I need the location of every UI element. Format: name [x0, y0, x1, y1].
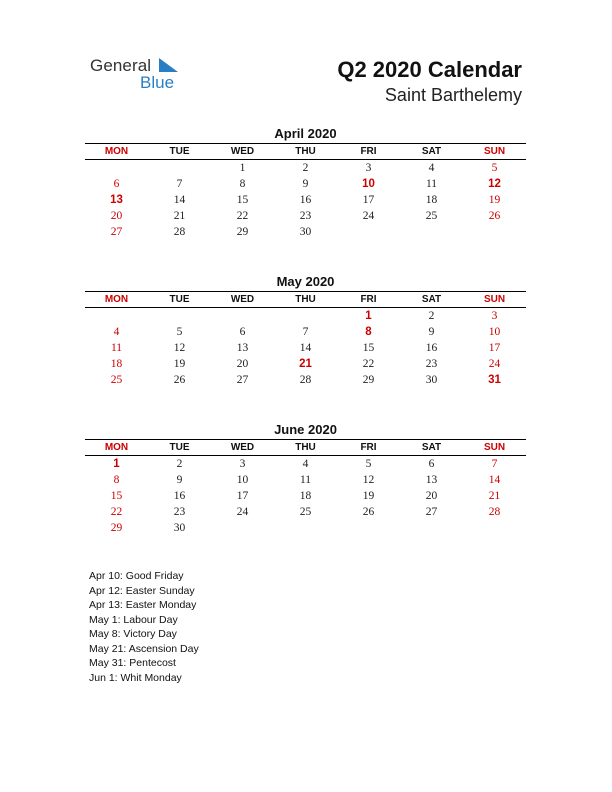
- day-cell: [274, 520, 337, 536]
- day-cell: 17: [488, 342, 501, 354]
- month-title: June 2020: [274, 422, 337, 437]
- day-cell: 11: [425, 178, 438, 190]
- day-cell: [85, 308, 148, 324]
- day-cell: 20: [425, 490, 438, 502]
- week-row: [85, 456, 526, 472]
- day-cell: 2: [302, 162, 309, 174]
- day-cell: 6: [113, 178, 120, 190]
- holiday-item: Apr 12: Easter Sunday: [89, 584, 195, 597]
- day-cell: 28: [488, 506, 501, 518]
- weekday-label: SUN: [483, 146, 506, 157]
- day-cell: 3: [491, 310, 498, 322]
- month-grid: [85, 308, 526, 388]
- day-cell: 27: [236, 374, 249, 386]
- week-row: [85, 356, 526, 372]
- day-cell: 30: [173, 522, 186, 534]
- weekday-header: [85, 291, 526, 308]
- day-cell: 24: [236, 506, 249, 518]
- week-row: [85, 176, 526, 192]
- day-cell: 10: [362, 178, 375, 190]
- month-april: [85, 125, 526, 240]
- day-cell: 10: [488, 326, 501, 338]
- week-row: [85, 160, 526, 176]
- weekday-label: SAT: [421, 294, 442, 305]
- day-cell: 7: [491, 458, 498, 470]
- day-cell: 9: [176, 474, 183, 486]
- day-cell: 8: [239, 178, 246, 190]
- day-cell: 29: [362, 374, 375, 386]
- holiday-item: May 1: Labour Day: [89, 613, 178, 626]
- day-cell: [400, 224, 463, 240]
- day-cell: 16: [173, 490, 186, 502]
- holiday-item: Apr 10: Good Friday: [89, 570, 184, 582]
- day-cell: 12: [173, 342, 186, 354]
- day-cell: 2: [176, 458, 183, 470]
- day-cell: 7: [176, 178, 183, 190]
- day-cell: 1: [113, 458, 120, 470]
- weekday-label: SUN: [483, 442, 506, 453]
- day-cell: 11: [299, 474, 312, 486]
- day-cell: 28: [299, 374, 312, 386]
- day-cell: 1: [239, 162, 246, 174]
- weekday-label: MON: [104, 146, 129, 157]
- weekday-label: SAT: [421, 442, 442, 453]
- day-cell: 4: [428, 162, 435, 174]
- holiday-item: May 31: Pentecost: [89, 657, 176, 669]
- page-title: Q2 2020 Calendar: [337, 57, 522, 82]
- weekday-label: WED: [230, 294, 255, 305]
- day-cell: [400, 520, 463, 536]
- weekday-label: FRI: [360, 146, 377, 157]
- logo-flag-icon: [159, 58, 179, 74]
- day-cell: 14: [299, 342, 312, 354]
- day-cell: 23: [299, 210, 312, 222]
- month-may: [85, 273, 526, 388]
- month-title: April 2020: [274, 126, 337, 141]
- month-title: May 2020: [276, 274, 335, 289]
- day-cell: 22: [236, 210, 249, 222]
- day-cell: 15: [110, 490, 123, 502]
- day-cell: 29: [110, 522, 123, 534]
- holiday-item: May 8: Victory Day: [89, 628, 177, 640]
- day-cell: 23: [173, 506, 186, 518]
- day-cell: 21: [299, 358, 312, 370]
- day-cell: 13: [110, 194, 123, 206]
- day-cell: 6: [428, 458, 435, 470]
- week-row: [85, 308, 526, 324]
- month-grid: [85, 456, 526, 536]
- page-subtitle: Saint Barthelemy: [384, 85, 522, 105]
- day-cell: 11: [110, 342, 123, 354]
- weekday-label: FRI: [360, 294, 377, 305]
- month-june: [85, 421, 526, 536]
- day-cell: [85, 160, 148, 176]
- weekday-label: MON: [104, 442, 129, 453]
- holiday-item: Jun 1: Whit Monday: [89, 671, 182, 684]
- day-cell: [148, 160, 211, 176]
- day-cell: 19: [173, 358, 186, 370]
- day-cell: 30: [299, 226, 312, 238]
- day-cell: 23: [425, 358, 438, 370]
- weekday-label: THU: [295, 294, 316, 305]
- day-cell: 16: [425, 342, 438, 354]
- week-row: [85, 472, 526, 488]
- day-cell: 14: [488, 474, 501, 486]
- day-cell: 18: [110, 358, 123, 370]
- day-cell: [463, 520, 526, 536]
- day-cell: 22: [362, 358, 375, 370]
- day-cell: 10: [236, 474, 249, 486]
- week-row: [85, 520, 526, 536]
- weekday-label: SUN: [483, 294, 506, 305]
- day-cell: [211, 308, 274, 324]
- weekday-label: FRI: [360, 442, 377, 453]
- day-cell: [463, 224, 526, 240]
- day-cell: 26: [488, 210, 501, 222]
- weekday-label: TUE: [169, 146, 190, 157]
- day-cell: 7: [302, 326, 309, 338]
- day-cell: 27: [110, 226, 123, 238]
- day-cell: 24: [488, 358, 501, 370]
- weekday-header: [85, 439, 526, 456]
- day-cell: 16: [299, 194, 312, 206]
- day-cell: 5: [491, 162, 498, 174]
- week-row: [85, 372, 526, 388]
- holiday-item: Apr 13: Easter Monday: [89, 599, 197, 611]
- day-cell: [211, 520, 274, 536]
- day-cell: 14: [173, 194, 186, 206]
- day-cell: 19: [488, 194, 501, 206]
- day-cell: 27: [425, 506, 438, 518]
- weekday-label: THU: [295, 442, 316, 453]
- day-cell: 22: [110, 506, 123, 518]
- day-cell: 18: [299, 490, 312, 502]
- weekday-label: TUE: [169, 442, 190, 453]
- weekday-header: [85, 143, 526, 160]
- week-row: [85, 192, 526, 208]
- day-cell: 31: [488, 374, 501, 386]
- generalblue-logo: [90, 56, 200, 96]
- week-row: [85, 224, 526, 240]
- day-cell: 8: [113, 474, 120, 486]
- day-cell: 21: [488, 490, 501, 502]
- day-cell: 17: [236, 490, 249, 502]
- day-cell: 15: [362, 342, 375, 354]
- day-cell: 4: [302, 458, 309, 470]
- day-cell: 5: [365, 458, 372, 470]
- day-cell: 19: [362, 490, 375, 502]
- weekday-label: WED: [230, 442, 255, 453]
- day-cell: 1: [365, 310, 372, 322]
- day-cell: [274, 308, 337, 324]
- day-cell: [337, 224, 400, 240]
- day-cell: 3: [365, 162, 372, 174]
- day-cell: 26: [362, 506, 375, 518]
- day-cell: 21: [173, 210, 186, 222]
- week-row: [85, 340, 526, 356]
- day-cell: 20: [236, 358, 249, 370]
- day-cell: 24: [362, 210, 375, 222]
- day-cell: 3: [239, 458, 246, 470]
- day-cell: 29: [236, 226, 249, 238]
- day-cell: 9: [302, 178, 309, 190]
- day-cell: 18: [425, 194, 438, 206]
- day-cell: 12: [488, 178, 501, 190]
- day-cell: 12: [362, 474, 375, 486]
- day-cell: 28: [173, 226, 186, 238]
- logo-text-blue: Blue: [140, 73, 175, 92]
- holiday-list: [89, 569, 199, 685]
- week-row: [85, 208, 526, 224]
- day-cell: 5: [176, 326, 183, 338]
- week-row: [85, 488, 526, 504]
- day-cell: 8: [365, 326, 372, 338]
- day-cell: 15: [236, 194, 249, 206]
- logo-text-general: General: [90, 56, 152, 75]
- day-cell: 25: [110, 374, 123, 386]
- week-row: [85, 324, 526, 340]
- weekday-label: TUE: [169, 294, 190, 305]
- day-cell: 20: [110, 210, 123, 222]
- day-cell: 4: [113, 326, 120, 338]
- day-cell: [337, 520, 400, 536]
- day-cell: 13: [236, 342, 249, 354]
- day-cell: 25: [299, 506, 312, 518]
- day-cell: 13: [425, 474, 438, 486]
- weekday-label: SAT: [421, 146, 442, 157]
- month-grid: [85, 160, 526, 240]
- day-cell: 2: [428, 310, 435, 322]
- weekday-label: WED: [230, 146, 255, 157]
- day-cell: 25: [425, 210, 438, 222]
- day-cell: 26: [173, 374, 186, 386]
- day-cell: 30: [425, 374, 438, 386]
- day-cell: 9: [428, 326, 435, 338]
- weekday-label: THU: [295, 146, 316, 157]
- week-row: [85, 504, 526, 520]
- weekday-label: MON: [104, 294, 129, 305]
- holiday-item: May 21: Ascension Day: [89, 642, 199, 655]
- day-cell: 6: [239, 326, 246, 338]
- day-cell: [148, 308, 211, 324]
- day-cell: 17: [362, 194, 375, 206]
